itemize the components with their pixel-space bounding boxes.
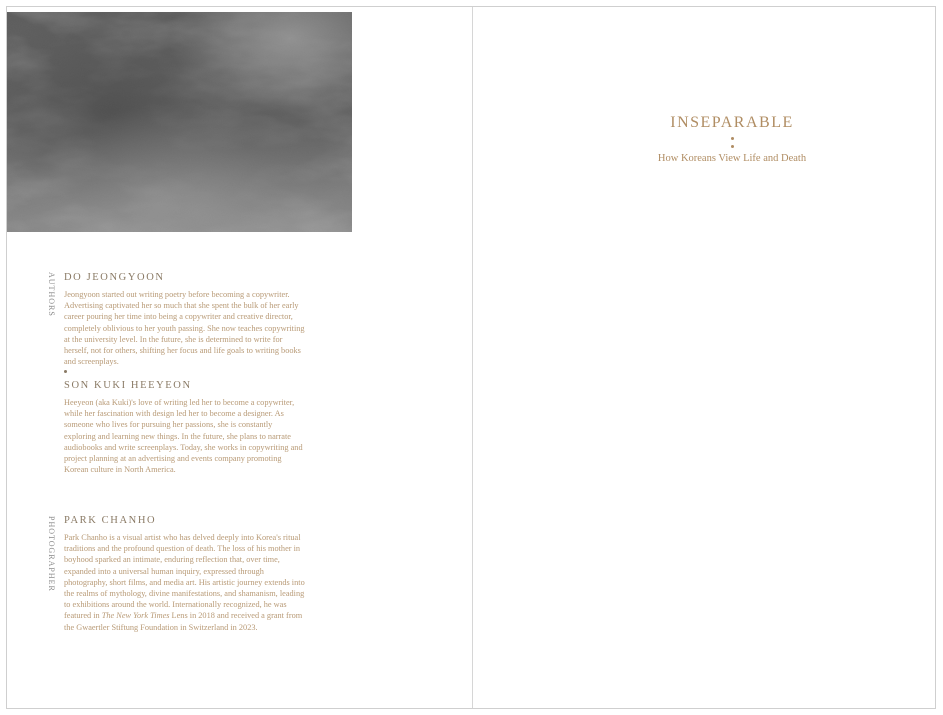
- authors-side-label: AUTHORS: [47, 272, 56, 317]
- photographer-side-label: PHOTOGRAPHER: [47, 516, 56, 592]
- photographer-bio-park-chanho: [64, 515, 306, 633]
- photographer-name: PARK CHANHO: [64, 515, 157, 526]
- bio-text-part: Park Chanho is a visual artist who has delved deeply into Korea's ritual traditions and the profound question of death. The loss of his mother in boyhood sparked an intimate, enduring reflection that, over time, expanded into a universal human inquiry, expressed through photography, short films, and media art. His artistic journey extends into the realms of mythology, divine manifestations, and shamanism, leading to exhibitions around the world. Internationally recognized, he was featured in: [64, 533, 305, 621]
- title-block: [477, 114, 943, 164]
- author-bio-son-kuki-heeyeon: [64, 380, 306, 475]
- author-bio-text: Heeyeon (aka Kuki)'s love of writing led her to become a copywriter, while her fascination with design led her to become a designer. As someone who lives for pursuing her passions, she is constantly exploring and learning new things. In the future, she plans to narrate audiobooks and write screenplays. Today, she works in copywriting and project planning at an advertising and events company promoting Korean culture in North America.: [64, 398, 303, 475]
- book-subtitle: How Koreans View Life and Death: [657, 153, 807, 164]
- bio-separator-dot: [64, 370, 67, 373]
- ornament-dot: [731, 137, 734, 140]
- publication-title: The New York Times: [101, 611, 170, 621]
- ornament-dot: [731, 145, 734, 148]
- cloudy-sky-photo: [7, 12, 352, 232]
- title-dots-ornament: [477, 137, 943, 148]
- photographer-bio-text: [64, 532, 306, 633]
- author-bio-text: Jeongyoon started out writing poetry before becoming a copywriter. Advertising captivated her so much that she spent the bulk of her early career pouring her time into being a copywriter and creative director, completely oblivious to her youth passing. She now teaches copywriting at the university level. In the future, she is determined to write for herself, not for others, shifting her focus and life goals to writing books and screenplays.: [64, 290, 305, 367]
- book-spread: [6, 6, 936, 709]
- book-title: INSEPARABLE: [670, 114, 794, 131]
- author-name: DO JEONGYOON: [64, 272, 165, 283]
- bio-text-part: Lens in 2018 and received a grant from the Gwaertler Stiftung Foundation in Switzerland in 2023.: [64, 611, 303, 632]
- author-name: SON KUKI HEEYEON: [64, 380, 192, 391]
- page-gutter: [472, 7, 473, 708]
- author-bio-do-jeongyoon: [64, 272, 306, 367]
